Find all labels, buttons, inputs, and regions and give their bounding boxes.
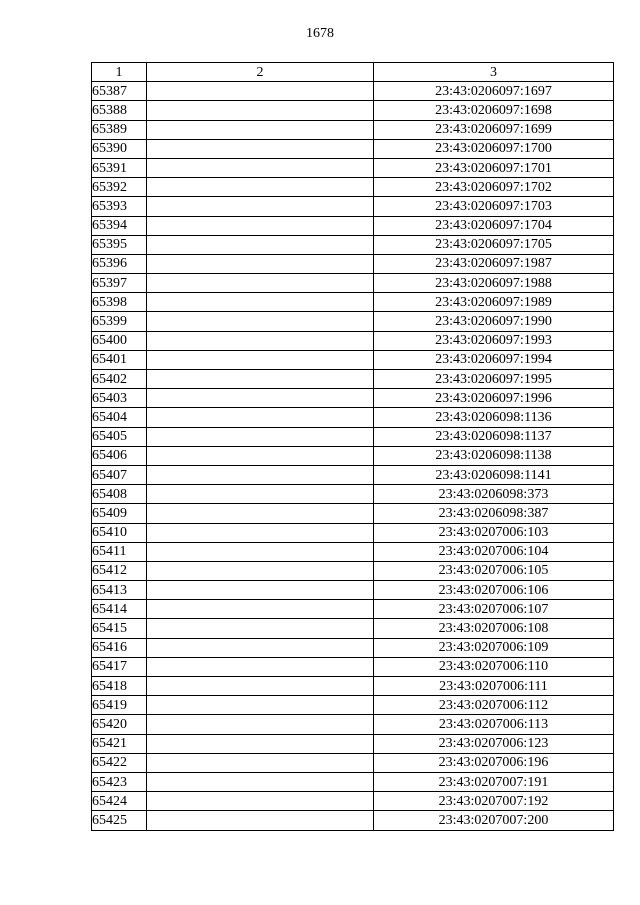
table-row: [92, 370, 614, 389]
table-row: [92, 274, 614, 293]
table-row: [92, 811, 614, 830]
table-row: [92, 216, 614, 235]
description-cell: [147, 427, 374, 446]
table-row: [92, 158, 614, 177]
cadastral-number-cell: 23:43:0206098:1137: [374, 427, 614, 446]
cadastral-number-cell: 23:43:0207006:111: [374, 677, 614, 696]
cadastral-number-cell: 23:43:0206097:1700: [374, 139, 614, 158]
table-row: [92, 734, 614, 753]
row-number-cell: 65403: [92, 389, 147, 408]
row-number-cell: 65404: [92, 408, 147, 427]
cadastral-number-cell: 23:43:0206097:1994: [374, 350, 614, 369]
row-number-cell: 65387: [92, 82, 147, 101]
description-cell: [147, 178, 374, 197]
table-row: [92, 101, 614, 120]
row-number-cell: 65398: [92, 293, 147, 312]
cadastral-number-cell: 23:43:0207006:103: [374, 523, 614, 542]
table-row: [92, 485, 614, 504]
cadastral-number-cell: 23:43:0207006:110: [374, 657, 614, 676]
cadastral-number-cell: 23:43:0206097:1995: [374, 370, 614, 389]
cadastral-number-cell: 23:43:0206097:1989: [374, 293, 614, 312]
table-row: [92, 715, 614, 734]
description-cell: [147, 696, 374, 715]
row-number-cell: 65410: [92, 523, 147, 542]
cadastral-number-cell: 23:43:0207006:196: [374, 753, 614, 772]
cadastral-number-cell: 23:43:0207006:105: [374, 561, 614, 580]
table-row: [92, 677, 614, 696]
description-cell: [147, 657, 374, 676]
row-number-cell: 65413: [92, 581, 147, 600]
description-cell: [147, 638, 374, 657]
row-number-cell: 65397: [92, 274, 147, 293]
table-row: [92, 389, 614, 408]
description-cell: [147, 254, 374, 273]
table-row: [92, 427, 614, 446]
row-number-cell: 65409: [92, 504, 147, 523]
description-cell: [147, 331, 374, 350]
row-number-cell: 65399: [92, 312, 147, 331]
description-cell: [147, 504, 374, 523]
row-number-cell: 65402: [92, 370, 147, 389]
row-number-cell: 65395: [92, 235, 147, 254]
description-cell: [147, 581, 374, 600]
cadastral-number-cell: 23:43:0207006:109: [374, 638, 614, 657]
cadastral-number-cell: 23:43:0206098:1138: [374, 446, 614, 465]
cadastral-number-cell: 23:43:0207006:106: [374, 581, 614, 600]
cadastral-number-cell: 23:43:0206097:1698: [374, 101, 614, 120]
description-cell: [147, 677, 374, 696]
cadastral-number-cell: 23:43:0207006:104: [374, 542, 614, 561]
cadastral-number-cell: 23:43:0207006:108: [374, 619, 614, 638]
cadastral-number-cell: 23:43:0206097:1988: [374, 274, 614, 293]
description-cell: [147, 772, 374, 791]
table-row: [92, 254, 614, 273]
cadastral-number-cell: 23:43:0206097:1703: [374, 197, 614, 216]
description-cell: [147, 408, 374, 427]
row-number-cell: 65388: [92, 101, 147, 120]
row-number-cell: 65424: [92, 792, 147, 811]
table-body: [92, 82, 614, 830]
row-number-cell: 65392: [92, 178, 147, 197]
row-number-cell: 65418: [92, 677, 147, 696]
cadastral-number-cell: 23:43:0206098:1141: [374, 465, 614, 484]
cadastral-number-cell: 23:43:0206097:1702: [374, 178, 614, 197]
cadastral-number-cell: 23:43:0206097:1697: [374, 82, 614, 101]
cadastral-number-cell: 23:43:0206097:1705: [374, 235, 614, 254]
description-cell: [147, 600, 374, 619]
cadastral-number-cell: 23:43:0207006:123: [374, 734, 614, 753]
header-row: [92, 63, 614, 82]
description-cell: [147, 139, 374, 158]
description-cell: [147, 619, 374, 638]
description-cell: [147, 370, 374, 389]
row-number-cell: 65414: [92, 600, 147, 619]
row-number-cell: 65391: [92, 158, 147, 177]
table-row: [92, 408, 614, 427]
table-row: [92, 619, 614, 638]
row-number-cell: 65415: [92, 619, 147, 638]
cadastral-number-cell: 23:43:0206097:1996: [374, 389, 614, 408]
description-cell: [147, 101, 374, 120]
table-row: [92, 600, 614, 619]
description-cell: [147, 120, 374, 139]
cadastral-number-cell: 23:43:0206098:373: [374, 485, 614, 504]
row-number-cell: 65412: [92, 561, 147, 580]
description-cell: [147, 753, 374, 772]
table-row: [92, 82, 614, 101]
table-row: [92, 312, 614, 331]
cadastral-number-cell: 23:43:0206097:1987: [374, 254, 614, 273]
table-row: [92, 792, 614, 811]
row-number-cell: 65411: [92, 542, 147, 561]
row-number-cell: 65419: [92, 696, 147, 715]
row-number-cell: 65408: [92, 485, 147, 504]
cadastral-number-cell: 23:43:0206097:1990: [374, 312, 614, 331]
description-cell: [147, 561, 374, 580]
row-number-cell: 65400: [92, 331, 147, 350]
cadastral-number-cell: 23:43:0207006:112: [374, 696, 614, 715]
row-number-cell: 65417: [92, 657, 147, 676]
cadastral-number-cell: 23:43:0206097:1993: [374, 331, 614, 350]
table-row: [92, 504, 614, 523]
registry-table: [91, 62, 614, 831]
description-cell: [147, 811, 374, 830]
description-cell: [147, 312, 374, 331]
description-cell: [147, 485, 374, 504]
row-number-cell: 65406: [92, 446, 147, 465]
cadastral-number-cell: 23:43:0206097:1701: [374, 158, 614, 177]
row-number-cell: 65405: [92, 427, 147, 446]
description-cell: [147, 446, 374, 465]
row-number-cell: 65389: [92, 120, 147, 139]
description-cell: [147, 523, 374, 542]
row-number-cell: 65393: [92, 197, 147, 216]
description-cell: [147, 293, 374, 312]
cadastral-number-cell: 23:43:0207006:113: [374, 715, 614, 734]
row-number-cell: 65401: [92, 350, 147, 369]
table-row: [92, 139, 614, 158]
table-row: [92, 235, 614, 254]
cadastral-number-cell: 23:43:0207007:191: [374, 772, 614, 791]
column-header-3: 3: [374, 63, 614, 82]
cadastral-number-cell: 23:43:0206098:387: [374, 504, 614, 523]
description-cell: [147, 82, 374, 101]
description-cell: [147, 216, 374, 235]
description-cell: [147, 158, 374, 177]
row-number-cell: 65396: [92, 254, 147, 273]
table-row: [92, 120, 614, 139]
row-number-cell: 65420: [92, 715, 147, 734]
table-row: [92, 446, 614, 465]
table-row: [92, 753, 614, 772]
description-cell: [147, 465, 374, 484]
cadastral-number-cell: 23:43:0206097:1704: [374, 216, 614, 235]
table-row: [92, 581, 614, 600]
page-number: 1678: [306, 26, 334, 41]
description-cell: [147, 792, 374, 811]
table-row: [92, 772, 614, 791]
description-cell: [147, 274, 374, 293]
description-cell: [147, 389, 374, 408]
description-cell: [147, 197, 374, 216]
table-row: [92, 350, 614, 369]
table-row: [92, 561, 614, 580]
description-cell: [147, 734, 374, 753]
table-row: [92, 197, 614, 216]
table-row: [92, 657, 614, 676]
table-row: [92, 542, 614, 561]
table-row: [92, 523, 614, 542]
row-number-cell: 65423: [92, 772, 147, 791]
table-row: [92, 178, 614, 197]
row-number-cell: 65416: [92, 638, 147, 657]
table-row: [92, 331, 614, 350]
row-number-cell: 65425: [92, 811, 147, 830]
row-number-cell: 65421: [92, 734, 147, 753]
table-row: [92, 696, 614, 715]
table-row: [92, 638, 614, 657]
row-number-cell: 65390: [92, 139, 147, 158]
column-header-2: 2: [147, 63, 374, 82]
row-number-cell: 65422: [92, 753, 147, 772]
column-header-1: 1: [92, 63, 147, 82]
cadastral-number-cell: 23:43:0207007:200: [374, 811, 614, 830]
row-number-cell: 65394: [92, 216, 147, 235]
description-cell: [147, 350, 374, 369]
cadastral-number-cell: 23:43:0207006:107: [374, 600, 614, 619]
description-cell: [147, 715, 374, 734]
cadastral-number-cell: 23:43:0207007:192: [374, 792, 614, 811]
cadastral-number-cell: 23:43:0206098:1136: [374, 408, 614, 427]
cadastral-number-cell: 23:43:0206097:1699: [374, 120, 614, 139]
table-row: [92, 293, 614, 312]
table-row: [92, 465, 614, 484]
row-number-cell: 65407: [92, 465, 147, 484]
description-cell: [147, 235, 374, 254]
description-cell: [147, 542, 374, 561]
